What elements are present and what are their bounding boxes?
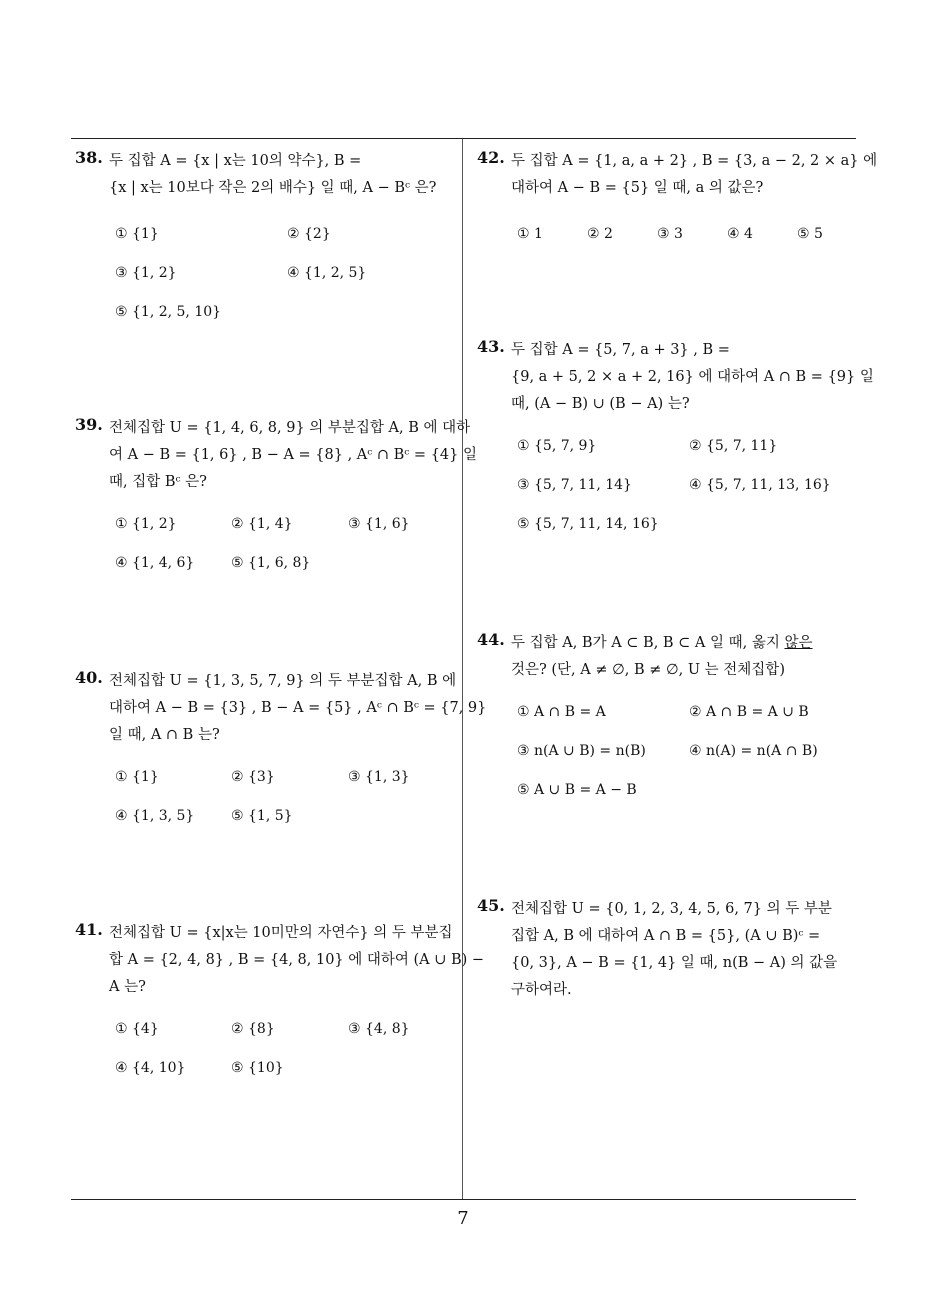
question-number: 42.: [477, 148, 505, 167]
choice-4[interactable]: ④ {1, 4, 6}: [115, 555, 195, 571]
choice-list: [517, 226, 859, 265]
choice-4[interactable]: ④ n(A) = n(A ∩ B): [689, 743, 818, 759]
question-stem: 두 집합 A = {1, a, a + 2} , B = {3, a − 2, 2 × a} 에 대하여 A − B = {5} 일 때, a 의 값은?: [511, 153, 878, 196]
question-number: 41.: [75, 920, 103, 939]
choice-3[interactable]: ③ 3: [657, 226, 683, 242]
question-40: [75, 668, 487, 847]
choice-4[interactable]: ④ {4, 10}: [115, 1060, 186, 1076]
choice-5[interactable]: ⑤ 5: [797, 226, 823, 242]
choice-list: [517, 704, 859, 821]
choice-1[interactable]: ① {1}: [115, 226, 159, 242]
top-rule: [71, 138, 856, 139]
question-stem: 전체집합 U = {x|x는 10미만의 자연수} 의 두 부분집 합 A = {2, 4, 8} , B = {4, 8, 10} 에 대하여 (A ∪ B) − A 는?: [109, 925, 485, 995]
question-stem: 전체집합 U = {0, 1, 2, 3, 4, 5, 6, 7} 의 두 부분 집합 A, B 에 대하여 A ∩ B = {5}, (A ∪ B)ᶜ = {0, 3}, A − B = {1, 4} 일 때, n(B − A) 의 값을 구하여라.: [511, 901, 838, 998]
choice-5[interactable]: ⑤ {5, 7, 11, 14, 16}: [517, 516, 659, 532]
question-number: 44.: [477, 630, 505, 649]
choice-3[interactable]: ③ {1, 2}: [115, 265, 177, 281]
bottom-rule: [71, 1199, 856, 1200]
choice-5[interactable]: ⑤ {1, 6, 8}: [231, 555, 311, 571]
choice-4[interactable]: ④ {1, 2, 5}: [287, 265, 367, 281]
question-number: 38.: [75, 148, 103, 167]
choice-4[interactable]: ④ {1, 3, 5}: [115, 808, 195, 824]
choice-5[interactable]: ⑤ {1, 2, 5, 10}: [115, 304, 222, 320]
question-stem: 전체집합 U = {1, 4, 6, 8, 9} 의 부분집합 A, B 에 대하 여 A − B = {1, 6} , B − A = {8} , Aᶜ ∩ Bᶜ = {4} 일 때, 집합 Bᶜ 은?: [109, 420, 477, 490]
choice-list: [115, 1021, 455, 1099]
choice-3[interactable]: ③ {1, 6}: [348, 516, 410, 532]
choice-2[interactable]: ② 2: [587, 226, 613, 242]
question-stem: 두 집합 A = {x | x는 10의 약수}, B = {x | x는 10보다 작은 2의 배수} 일 때, A − Bᶜ 은?: [109, 153, 437, 196]
choice-1[interactable]: ① A ∩ B = A: [517, 704, 606, 720]
choice-list: [115, 516, 455, 594]
choice-2[interactable]: ② {8}: [231, 1021, 275, 1037]
choice-list: [115, 226, 455, 343]
question-43: [477, 337, 874, 555]
choice-5[interactable]: ⑤ A ∪ B = A − B: [517, 782, 637, 798]
question-41: [75, 920, 485, 1099]
question-39: [75, 415, 477, 594]
choice-1[interactable]: ① {5, 7, 9}: [517, 438, 597, 454]
choice-5[interactable]: ⑤ {1, 5}: [231, 808, 293, 824]
question-44: [477, 630, 859, 821]
column-divider: [462, 139, 463, 1200]
question-stem: 두 집합 A, B가 A ⊂ B, B ⊂ A 일 때, 옳지 않은 것은? (단, A ≠ ∅, B ≠ ∅, U 는 전체집합): [511, 635, 813, 678]
question-number: 40.: [75, 668, 103, 687]
choice-5[interactable]: ⑤ {10}: [231, 1060, 284, 1076]
question-45: [477, 896, 859, 1004]
question-number: 39.: [75, 415, 103, 434]
question-38: [75, 148, 455, 343]
choice-1[interactable]: ① {4}: [115, 1021, 159, 1037]
choice-1[interactable]: ① 1: [517, 226, 543, 242]
choice-4[interactable]: ④ 4: [727, 226, 753, 242]
choice-3[interactable]: ③ n(A ∪ B) = n(B): [517, 743, 646, 759]
question-stem: 전체집합 U = {1, 3, 5, 7, 9} 의 두 부분집합 A, B 에 대하여 A − B = {3} , B − A = {5} , Aᶜ ∩ Bᶜ = {7, 9} 일 때, A ∩ B 는?: [109, 673, 487, 743]
choice-2[interactable]: ② A ∩ B = A ∪ B: [689, 704, 809, 720]
question-number: 45.: [477, 896, 505, 915]
choice-3[interactable]: ③ {5, 7, 11, 14}: [517, 477, 632, 493]
choice-list: [115, 769, 455, 847]
choice-list: [517, 438, 859, 555]
page-number: 7: [457, 1208, 469, 1229]
underlined-keyword: 않은: [784, 635, 813, 651]
choice-2[interactable]: ② {2}: [287, 226, 331, 242]
choice-2[interactable]: ② {1, 4}: [231, 516, 293, 532]
choice-1[interactable]: ① {1, 2}: [115, 516, 177, 532]
question-stem: 두 집합 A = {5, 7, a + 3} , B = {9, a + 5, 2 × a + 2, 16} 에 대하여 A ∩ B = {9} 일 때, (A − B) ∪ (B − A) 는?: [511, 342, 874, 412]
choice-3[interactable]: ③ {4, 8}: [348, 1021, 410, 1037]
choice-1[interactable]: ① {1}: [115, 769, 159, 785]
choice-2[interactable]: ② {5, 7, 11}: [689, 438, 778, 454]
choice-2[interactable]: ② {3}: [231, 769, 275, 785]
question-42: [477, 148, 878, 265]
question-number: 43.: [477, 337, 505, 356]
choice-4[interactable]: ④ {5, 7, 11, 13, 16}: [689, 477, 831, 493]
choice-3[interactable]: ③ {1, 3}: [348, 769, 410, 785]
